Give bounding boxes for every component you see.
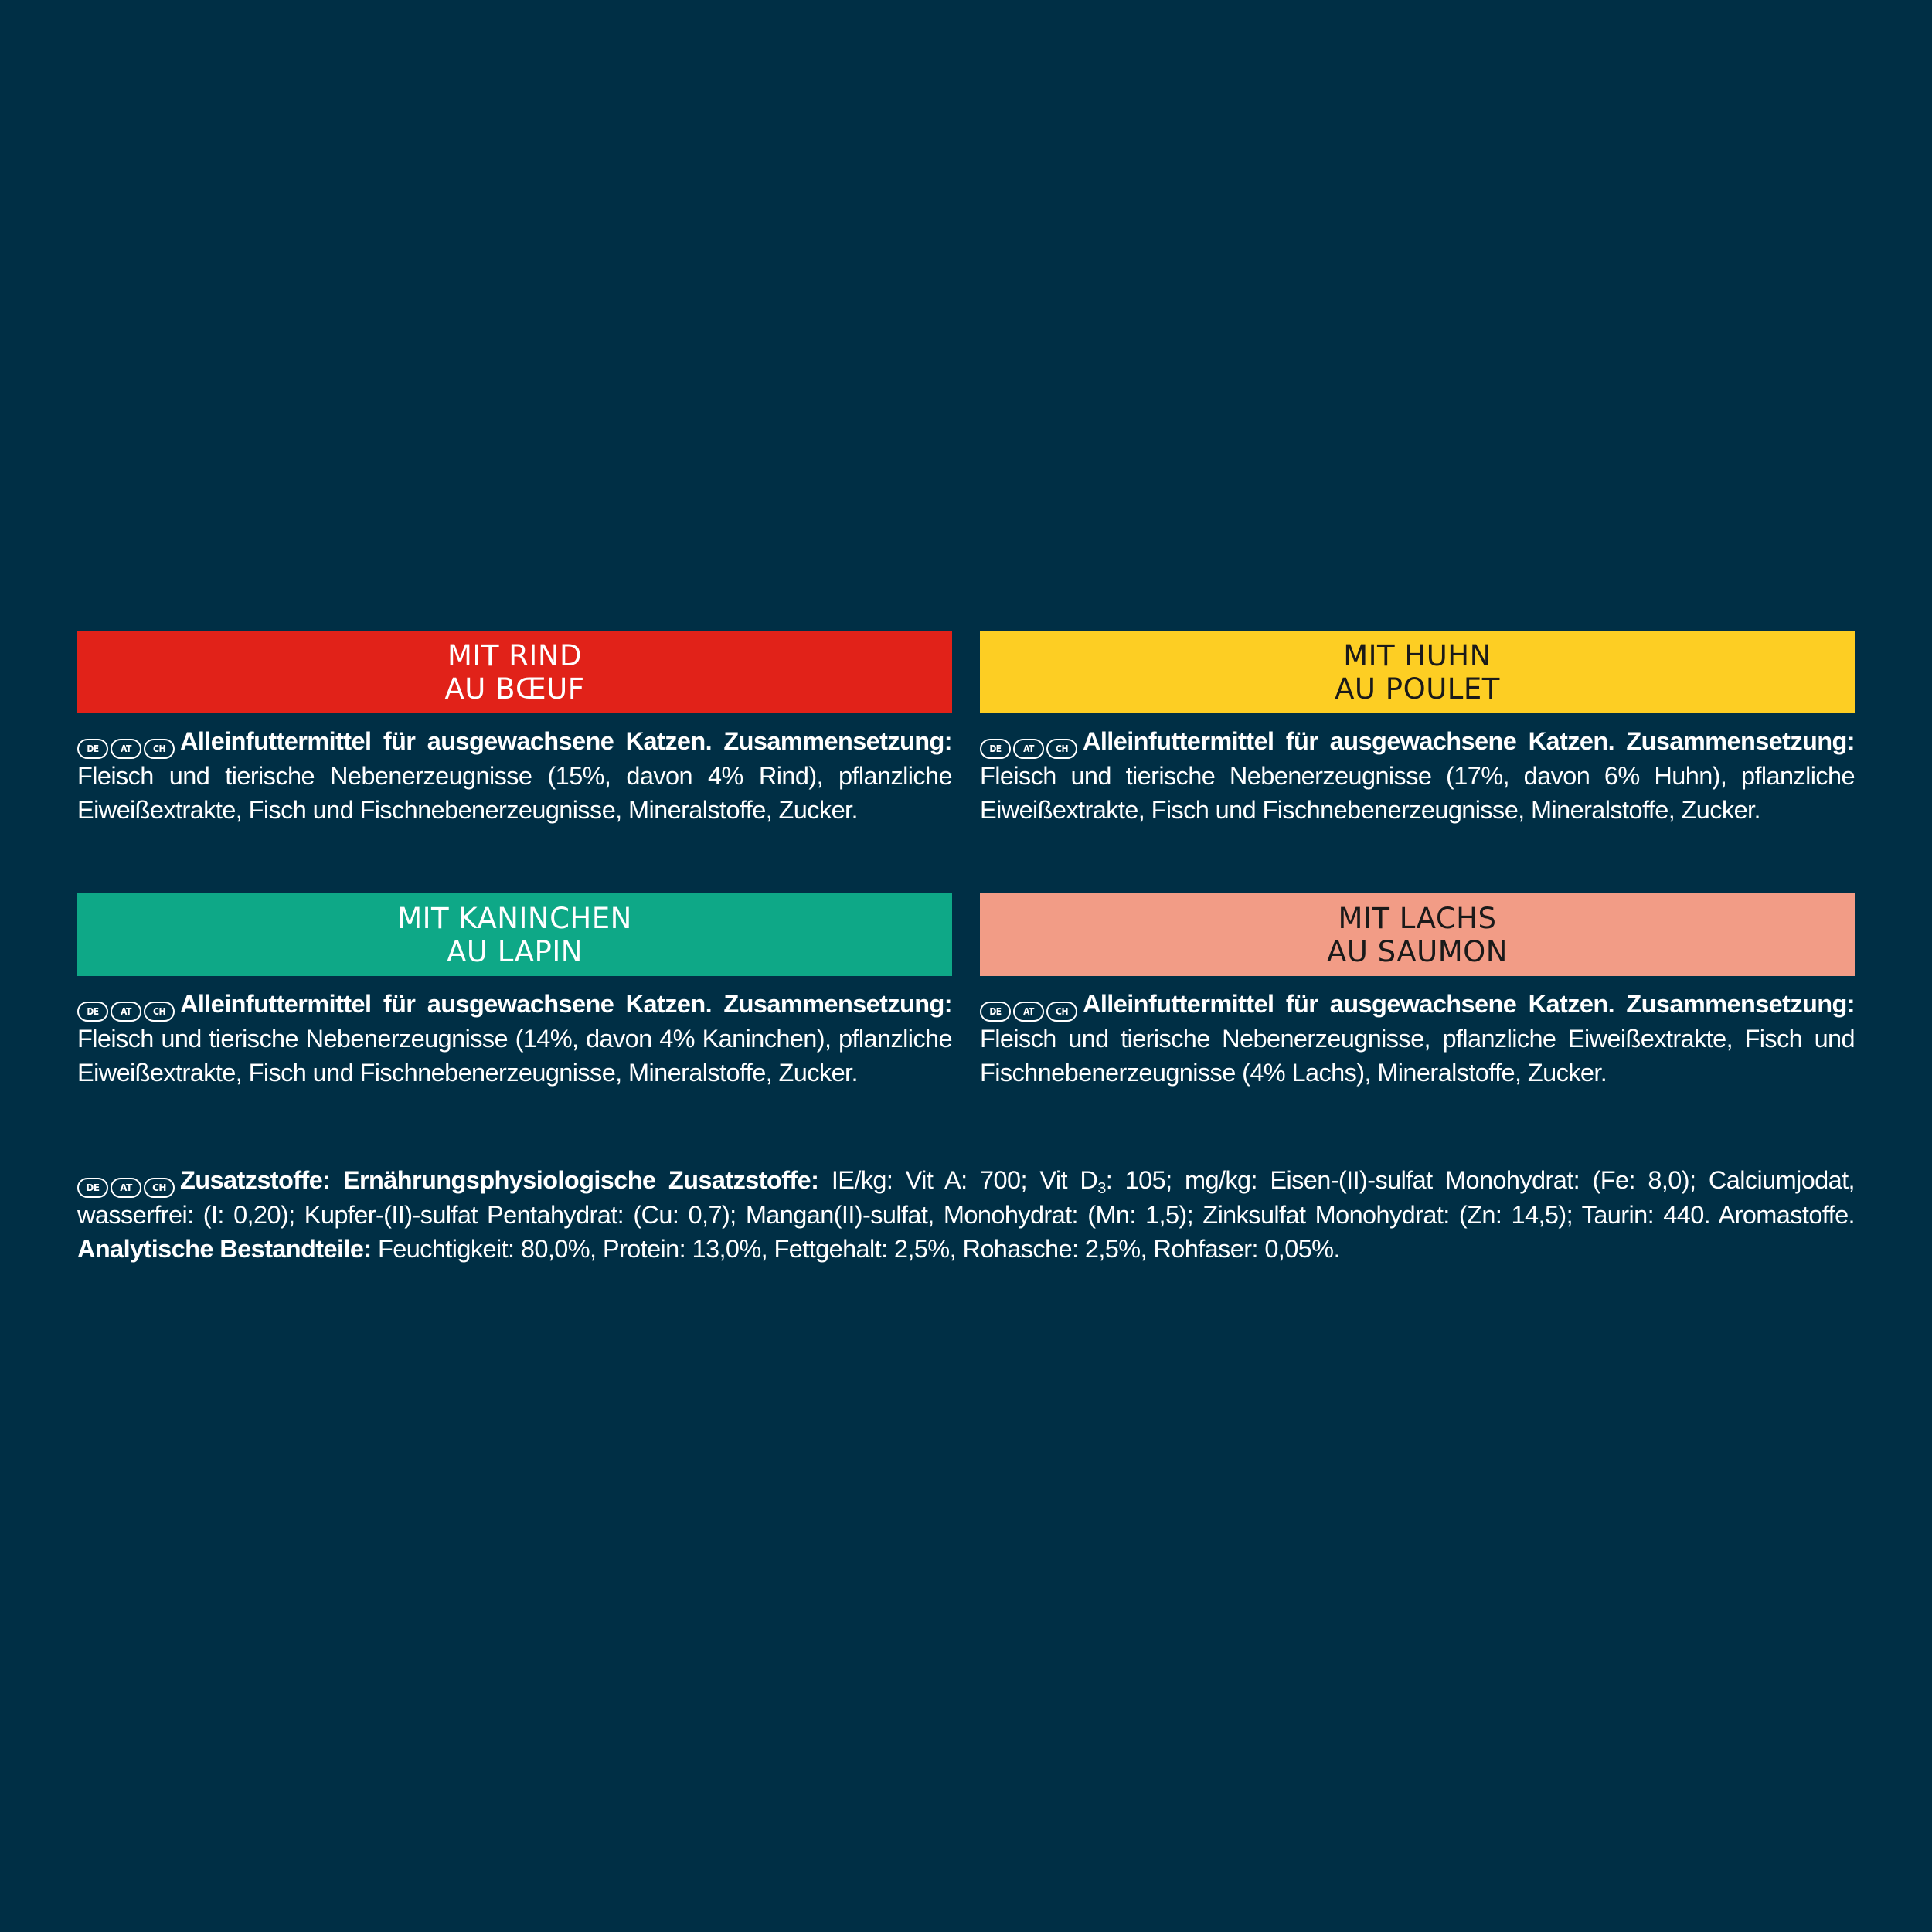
additives-text-1: IE/kg: Vit A: 700; Vit D bbox=[831, 1166, 1098, 1194]
card-rabbit bbox=[77, 893, 952, 1090]
country-badge-ch: CH bbox=[1046, 739, 1077, 759]
card-beef bbox=[77, 631, 952, 827]
banner-subtitle: AU BŒUF bbox=[444, 672, 585, 706]
country-badge-ch: CH bbox=[1046, 1002, 1077, 1022]
country-badge-ch: CH bbox=[144, 1178, 175, 1198]
composition-intro: Alleinfuttermittel für ausgewachsene Katzen. Zusammensetzung: bbox=[1083, 990, 1855, 1018]
composition-intro: Alleinfuttermittel für ausgewachsene Katzen. Zusammensetzung: bbox=[1083, 727, 1855, 755]
composition-text bbox=[980, 987, 1855, 1090]
composition-intro: Alleinfuttermittel für ausgewachsene Katzen. Zusammensetzung: bbox=[180, 727, 952, 755]
country-badge-at: AT bbox=[111, 1178, 141, 1198]
additives-label: Zusatzstoffe: Ernährungsphysiologische Zusatzstoffe: bbox=[180, 1166, 819, 1194]
banner-title: MIT RIND bbox=[447, 638, 582, 672]
country-badge-at: AT bbox=[1013, 1002, 1044, 1022]
analysis-label: Analytische Bestandteile: bbox=[77, 1235, 372, 1263]
country-badge-de: DE bbox=[980, 739, 1011, 759]
country-badge-at: AT bbox=[111, 1002, 141, 1022]
composition-body: Fleisch und tierische Nebenerzeugnisse (17%, davon 6% Huhn), pflanzliche Eiweißextrakte, Fisch und Fischnebenerzeugnisse, Mineralstoffe, Zucker. bbox=[980, 762, 1855, 824]
country-badge-at: AT bbox=[111, 739, 141, 759]
country-badges bbox=[980, 1002, 1077, 1022]
country-badge-ch: CH bbox=[144, 1002, 175, 1022]
banner-salmon bbox=[980, 893, 1855, 976]
vitamin-d-subscript: 3 bbox=[1097, 1180, 1106, 1197]
country-badge-at: AT bbox=[1013, 739, 1044, 759]
country-badges bbox=[77, 1178, 175, 1198]
country-badges bbox=[77, 1002, 175, 1022]
country-badge-de: DE bbox=[77, 739, 108, 759]
banner-beef bbox=[77, 631, 952, 713]
banner-title: MIT HUHN bbox=[1343, 638, 1492, 672]
country-badges bbox=[77, 739, 175, 759]
banner-subtitle: AU SAUMON bbox=[1327, 934, 1508, 968]
country-badge-de: DE bbox=[77, 1002, 108, 1022]
banner-chicken bbox=[980, 631, 1855, 713]
card-salmon bbox=[980, 893, 1855, 1090]
composition-text bbox=[980, 724, 1855, 827]
composition-text bbox=[77, 987, 952, 1090]
composition-intro: Alleinfuttermittel für ausgewachsene Katzen. Zusammensetzung: bbox=[180, 990, 952, 1018]
banner-title: MIT LACHS bbox=[1338, 901, 1497, 935]
country-badge-de: DE bbox=[77, 1178, 108, 1198]
banner-subtitle: AU LAPIN bbox=[447, 934, 583, 968]
card-chicken bbox=[980, 631, 1855, 827]
additives-text-2: : 105; mg/kg: Eisen-(II)-sulfat Monohydrat: (Fe: 8,0); Calciumjodat, wasserfrei: (I: 0,20); Kupfer-(II)-sulfat Pentahydrat: (Cu: 0,7); Mangan(II)-sulfat, Monohydrat: (Mn: 1,5); Zinksulfat Monohydrat: (Zn: 14,5); Taurin: 440. Aromastoffe. bbox=[77, 1166, 1855, 1229]
composition-body: Fleisch und tierische Nebenerzeugnisse (14%, davon 4% Kaninchen), pflanzliche Eiweißextrakte, Fisch und Fischnebenerzeugnisse, Mineralstoffe, Zucker. bbox=[77, 1025, 952, 1087]
composition-body: Fleisch und tierische Nebenerzeugnisse (15%, davon 4% Rind), pflanzliche Eiweißextrakte, Fisch und Fischnebenerzeugnisse, Mineralstoffe, Zucker. bbox=[77, 762, 952, 824]
country-badge-de: DE bbox=[980, 1002, 1011, 1022]
banner-title: MIT KANINCHEN bbox=[397, 901, 632, 935]
country-badge-ch: CH bbox=[144, 739, 175, 759]
composition-body: Fleisch und tierische Nebenerzeugnisse, pflanzliche Eiweißextrakte, Fisch und Fischnebenerzeugnisse (4% Lachs), Mineralstoffe, Zucker. bbox=[980, 1025, 1855, 1087]
analysis-text: Feuchtigkeit: 80,0%, Protein: 13,0%, Fettgehalt: 2,5%, Rohasche: 2,5%, Rohfaser: 0,05%. bbox=[377, 1235, 1340, 1263]
composition-text bbox=[77, 724, 952, 827]
country-badges bbox=[980, 739, 1077, 759]
additives-section bbox=[77, 1163, 1855, 1266]
banner-rabbit bbox=[77, 893, 952, 976]
banner-subtitle: AU POULET bbox=[1335, 672, 1500, 706]
